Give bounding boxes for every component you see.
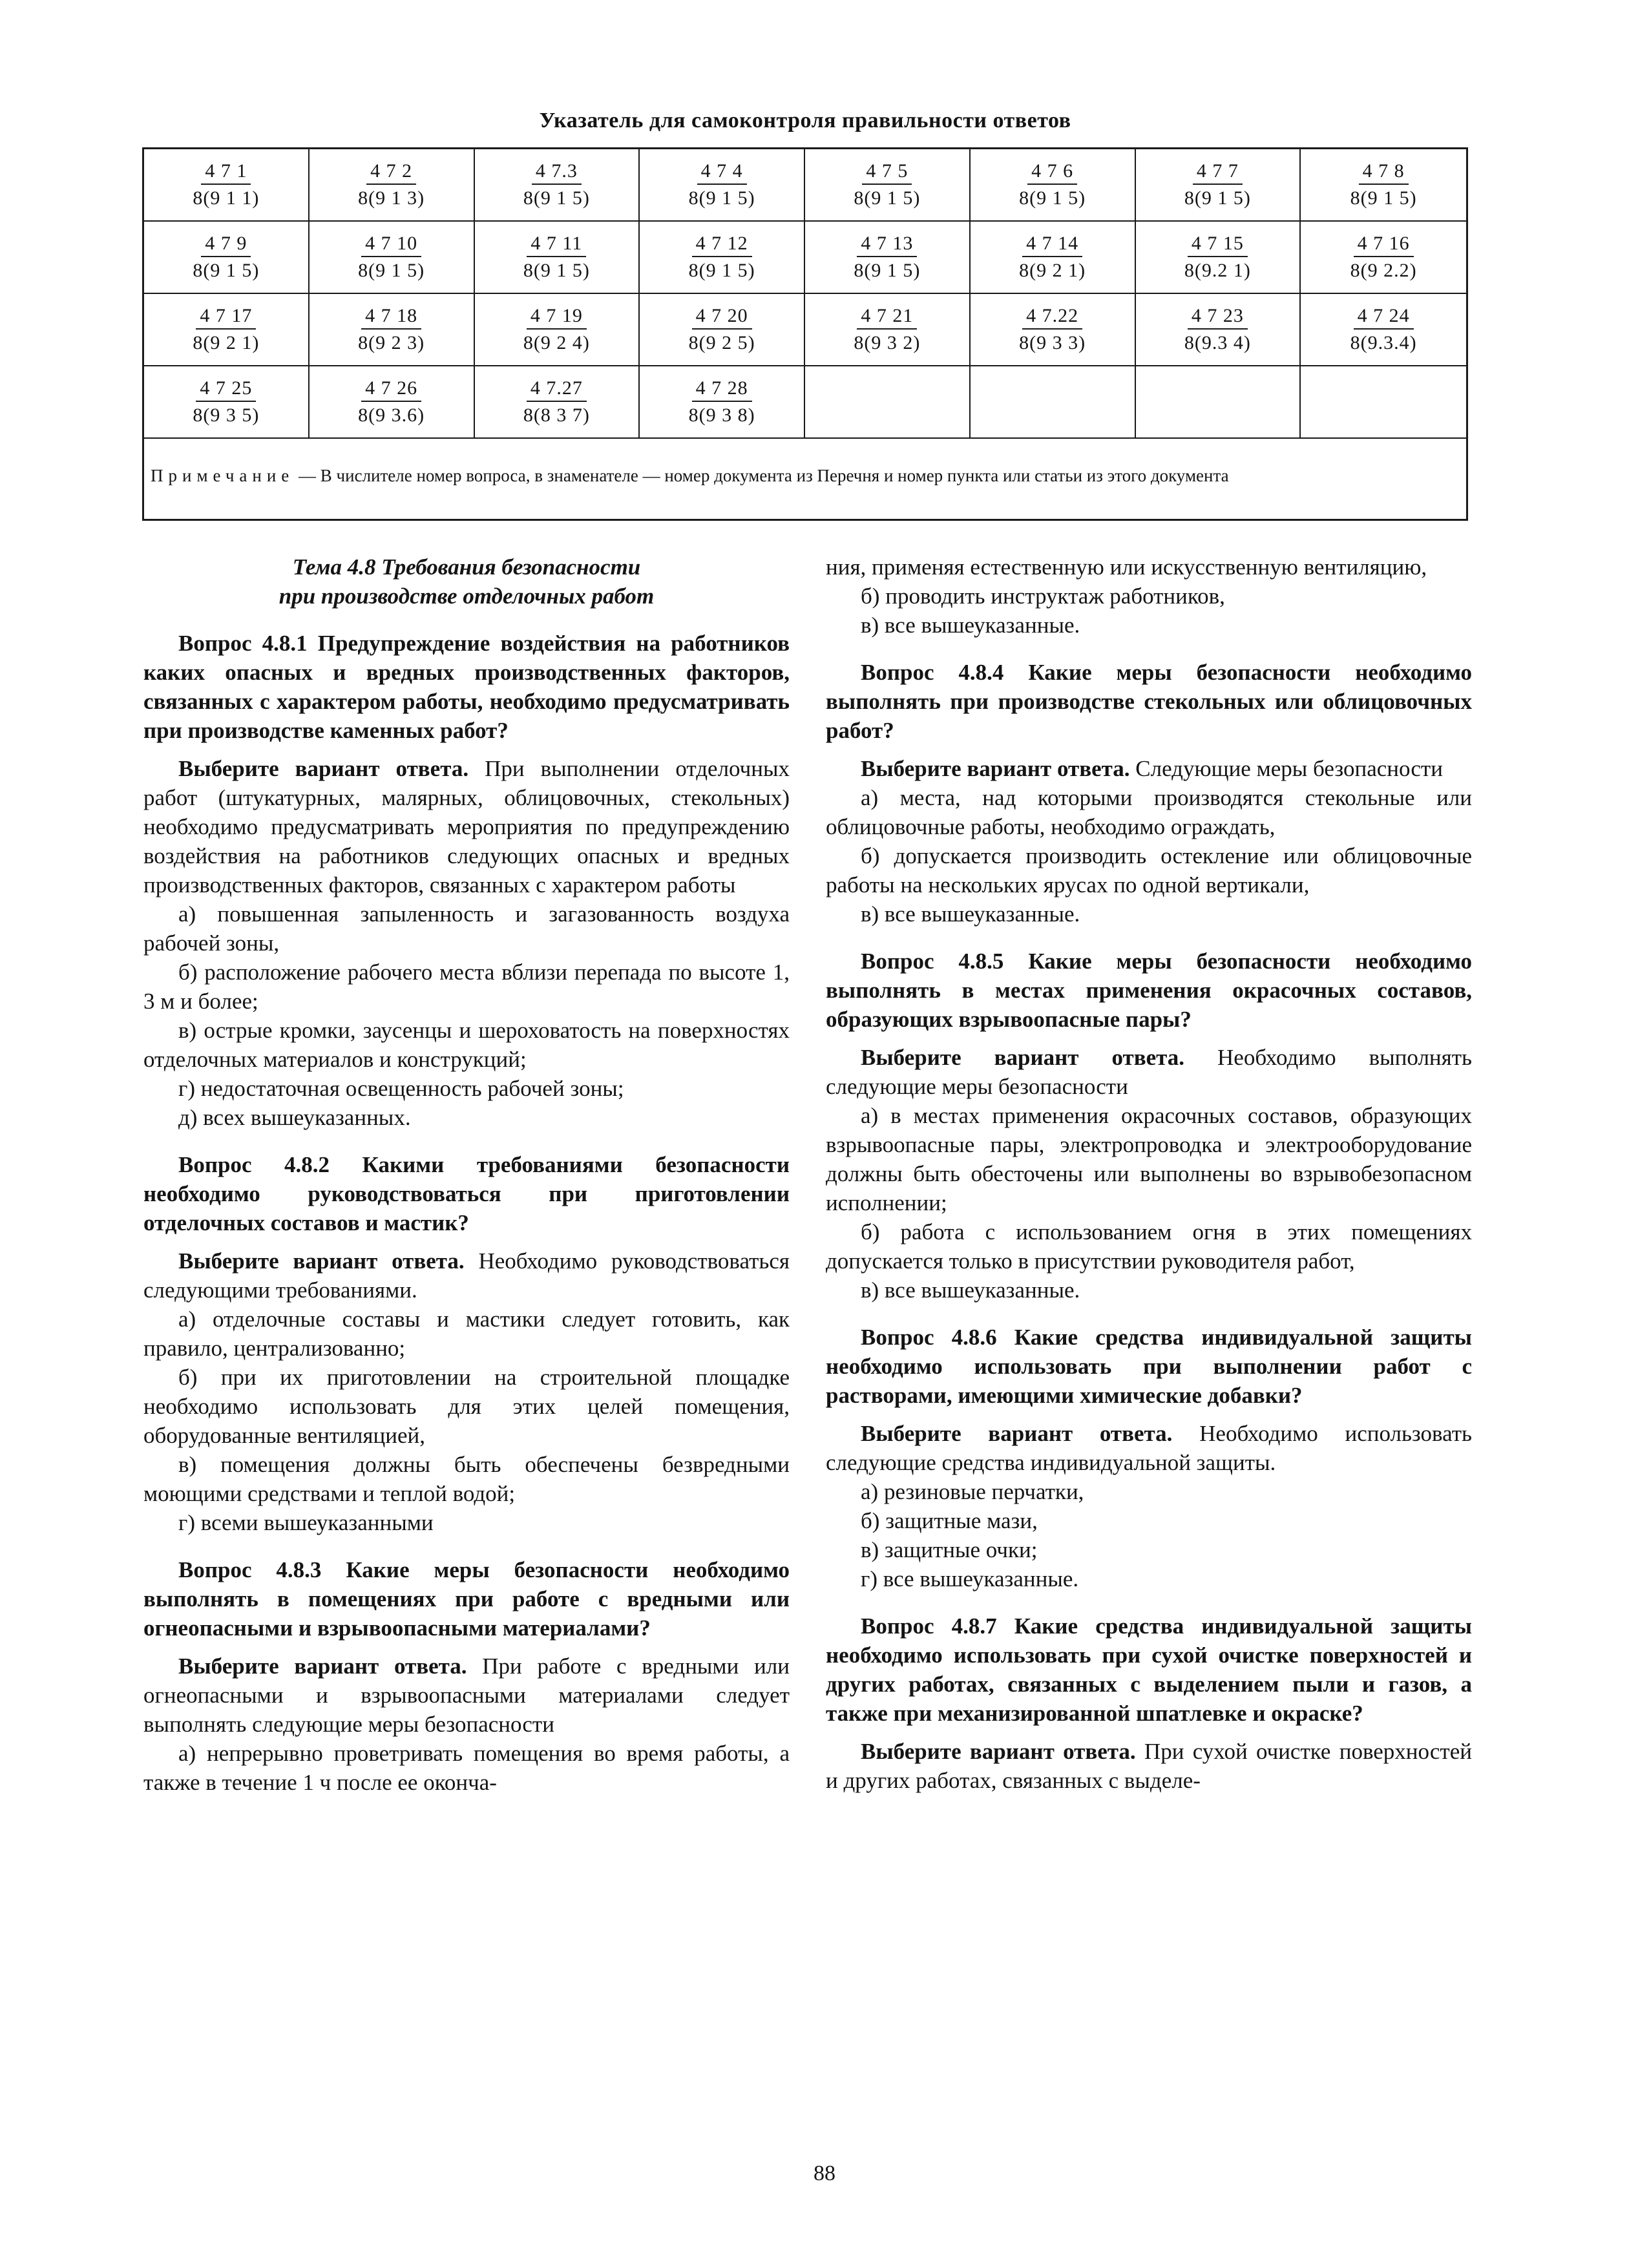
answer-4-8-4-intro <box>826 754 1472 783</box>
table-title: Указатель для самоконтроля правильности ответов <box>539 109 1071 132</box>
question-number: 4 7 16 <box>1354 234 1414 257</box>
answer-lead: Выберите вариант ответа. <box>178 756 469 781</box>
left-column <box>143 552 790 1797</box>
document-reference: 8(9 1 5) <box>523 260 590 281</box>
document-reference: 8(9 2 1) <box>193 332 260 353</box>
answer-text: Следующие меры безопасности <box>1129 756 1443 781</box>
topic-title-line-1: Тема 4.8 Требования безопасности <box>292 554 641 580</box>
answer-key-cell <box>805 149 971 222</box>
question-number: 4 7.22 <box>1022 306 1082 330</box>
answer-key-cell <box>640 366 805 439</box>
question-number: 4 7 25 <box>196 379 256 402</box>
answer-text: При выполнении отделочных работ (штукатурных, малярных, облицовочных, стекольных) необходимо предусматривать мероприятия по предупреждению воздействия на работников следующих опасных и вредных производственных факторов, связанных с характером работы <box>143 756 790 898</box>
answer-option: б) расположение рабочего места вблизи перепада по высоте 1, 3 м и более; <box>143 960 790 1014</box>
question-number: 4 7 23 <box>1188 306 1248 330</box>
answer-key-cell <box>1301 366 1466 439</box>
document-reference: 8(9 2.2) <box>1350 260 1417 281</box>
question-number: 4 7 12 <box>692 234 752 257</box>
answer-lead: Выберите вариант ответа. <box>861 1421 1173 1446</box>
answer-key-cell <box>310 366 475 439</box>
question-number: 4 7 13 <box>857 234 917 257</box>
document-reference: 8(9.2 1) <box>1184 260 1251 281</box>
question-number: 4 7 24 <box>1354 306 1414 330</box>
answer-key-cell <box>475 222 640 294</box>
answer-key-cell <box>805 366 971 439</box>
document-reference: 8(9 2 4) <box>523 332 590 353</box>
document-reference: 8(9 3 2) <box>854 332 921 353</box>
answer-key-cell <box>144 222 310 294</box>
answer-option: в) все вышеуказанные. <box>861 613 1080 638</box>
document-reference: 8(9 3 3) <box>1019 332 1086 353</box>
answer-text: Необходимо выполнять следующие меры безопасности <box>826 1045 1472 1099</box>
answer-4-8-6-intro <box>826 1419 1472 1477</box>
question-4-8-6: Вопрос 4.8.6 Какие средства индивидуальной защиты необходимо использовать при выполнении работ с растворами, имеющими химические добавки? <box>826 1325 1472 1408</box>
question-number: 4 7 21 <box>857 306 917 330</box>
answer-option: г) недостаточная освещенность рабочей зоны; <box>178 1076 624 1101</box>
question-number: 4 7 5 <box>862 162 912 185</box>
answer-option: а) в местах применения окрасочных составов, образующих взрывоопасные пары, электропроводка и электрооборудование должны быть обесточены или выполнены во взрывобезопасном исполнении; <box>826 1103 1472 1215</box>
document-reference: 8(9 1 5) <box>854 260 921 281</box>
table-note <box>144 439 1466 519</box>
answer-option: б) проводить инструктаж работников, <box>861 583 1225 609</box>
answer-key-cell <box>310 149 475 222</box>
answer-4-8-3-intro <box>143 1652 790 1739</box>
page-number: 88 <box>814 2161 835 2185</box>
answer-option: б) допускается производить остекление или облицовочные работы на нескольких ярусах по одной вертикали, <box>826 843 1472 898</box>
answer-text: Необходимо использовать следующие средства индивидуальной защиты. <box>826 1421 1472 1475</box>
question-number: 4 7.3 <box>532 162 582 185</box>
document-reference: 8(9 1 5) <box>854 187 921 209</box>
answer-key-cell <box>971 294 1136 366</box>
answer-option: б) работа с использованием огня в этих помещениях допускается только в присутствии руководителя работ, <box>826 1219 1472 1274</box>
question-number: 4 7 18 <box>361 306 421 330</box>
question-number: 4 7 15 <box>1188 234 1248 257</box>
document-reference: 8(9.3.4) <box>1350 332 1417 353</box>
answer-text: При сухой очистке поверхностей и других работах, связанных с выделе- <box>826 1739 1472 1793</box>
answer-option: в) острые кромки, заусенцы и шероховатость на поверхностях отделочных материалов и конструкций; <box>143 1018 790 1072</box>
answer-key-cell <box>1301 222 1466 294</box>
answer-key-cell <box>475 366 640 439</box>
document-reference: 8(9 2 5) <box>688 332 755 353</box>
document-reference: 8(8 3 7) <box>523 404 590 426</box>
note-text: — В числителе номер вопроса, в знаменателе — номер документа из Перечня и номер пункта или статьи из этого документа <box>294 466 1229 485</box>
document-reference: 8(9 3.6) <box>358 404 425 426</box>
answer-key-grid <box>144 149 1466 439</box>
answer-option: в) все вышеуказанные. <box>861 1277 1080 1303</box>
document-reference: 8(9 1 5) <box>193 260 260 281</box>
answer-option: в) помещения должны быть обеспечены безвредными моющими средствами и теплой водой; <box>143 1452 790 1506</box>
question-number: 4 7 14 <box>1022 234 1082 257</box>
question-4-8-3: Вопрос 4.8.3 Какие меры безопасности необходимо выполнять в помещениях при работе с вредными или огнеопасными и взрывоопасными материалами? <box>143 1557 790 1641</box>
document-reference: 8(9 1 5) <box>523 187 590 209</box>
answer-key-cell <box>640 294 805 366</box>
answer-continuation: ния, применяя естественную или искусственную вентиляцию, <box>826 554 1427 580</box>
question-4-8-1: Вопрос 4.8.1 Предупреждение воздействия на работников каких опасных и вредных производственных факторов, связанных с характером работы, необходимо предусматривать при производстве каменных работ? <box>143 631 790 743</box>
answer-lead: Выберите вариант ответа. <box>178 1654 467 1679</box>
answer-key-cell <box>1301 149 1466 222</box>
answer-option: а) отделочные составы и мастики следует готовить, как правило, централизованно; <box>143 1307 790 1361</box>
right-column <box>826 552 1472 1795</box>
answer-option: г) все вышеуказанные. <box>861 1566 1079 1591</box>
question-number: 4 7 6 <box>1027 162 1077 185</box>
document-reference: 8(9 1 5) <box>688 260 755 281</box>
answer-4-8-2-intro <box>143 1246 790 1305</box>
answer-option: в) все вышеуказанные. <box>861 901 1080 927</box>
question-number: 4 7 26 <box>361 379 421 402</box>
document-reference: 8(9 3 8) <box>688 404 755 426</box>
document-reference: 8(9 3 5) <box>193 404 260 426</box>
answer-option: а) непрерывно проветривать помещения во время работы, а также в течение 1 ч после ее оконча- <box>143 1741 790 1795</box>
answer-key-cell <box>144 294 310 366</box>
answer-key-cell <box>971 222 1136 294</box>
answer-key-cell <box>805 294 971 366</box>
answer-option: а) повышенная запыленность и загазованность воздуха рабочей зоны, <box>143 901 790 956</box>
answer-option: б) защитные мази, <box>861 1508 1038 1533</box>
answer-key-cell <box>144 366 310 439</box>
answer-key-cell <box>475 149 640 222</box>
document-reference: 8(9 1 5) <box>1019 187 1086 209</box>
answer-key-cell <box>971 366 1136 439</box>
document-reference: 8(9 1 5) <box>358 260 425 281</box>
question-number: 4 7.27 <box>527 379 587 402</box>
question-4-8-2: Вопрос 4.8.2 Какими требованиями безопасности необходимо руководствоваться при приготовлении отделочных составов и мастик? <box>143 1152 790 1235</box>
question-number: 4 7 2 <box>366 162 416 185</box>
answer-key-cell <box>1136 222 1301 294</box>
answer-4-8-1-intro <box>143 754 790 899</box>
answer-key-cell <box>1136 294 1301 366</box>
question-number: 4 7 10 <box>361 234 421 257</box>
question-number: 4 7 20 <box>692 306 752 330</box>
answer-4-8-7-intro <box>826 1737 1472 1795</box>
answer-4-8-5-intro <box>826 1043 1472 1101</box>
topic-title-line-2: при производстве отделочных работ <box>278 583 655 609</box>
answer-lead: Выберите вариант ответа. <box>861 1739 1136 1764</box>
question-number: 4 7 7 <box>1193 162 1243 185</box>
answer-key-cell <box>805 222 971 294</box>
answer-key-cell <box>640 149 805 222</box>
answer-key-cell <box>144 149 310 222</box>
answer-key-cell <box>1136 149 1301 222</box>
answer-option: б) при их приготовлении на строительной площадке необходимо использовать для этих целей помещения, оборудованные вентиляцией, <box>143 1365 790 1448</box>
question-number: 4 7 11 <box>527 234 586 257</box>
answer-key-cell <box>310 294 475 366</box>
answer-option: г) всеми вышеуказанными <box>178 1510 434 1535</box>
answer-key-cell <box>640 222 805 294</box>
answer-key-cell <box>971 149 1136 222</box>
question-number: 4 7 8 <box>1359 162 1409 185</box>
question-number: 4 7 28 <box>692 379 752 402</box>
answer-option: д) всех вышеуказанных. <box>178 1105 411 1130</box>
question-4-8-5: Вопрос 4.8.5 Какие меры безопасности необходимо выполнять в местах применения окрасочных составов, образующих взрывоопасные пары? <box>826 949 1472 1032</box>
answer-lead: Выберите вариант ответа. <box>178 1248 465 1274</box>
document-reference: 8(9 2 3) <box>358 332 425 353</box>
answer-lead: Выберите вариант ответа. <box>861 1045 1185 1070</box>
answer-option: в) защитные очки; <box>861 1537 1038 1562</box>
document-reference: 8(9 1 5) <box>688 187 755 209</box>
answer-key-cell <box>1301 294 1466 366</box>
question-4-8-4: Вопрос 4.8.4 Какие меры безопасности необходимо выполнять при производстве стекольных или облицовочных работ? <box>826 660 1472 743</box>
question-number: 4 7 9 <box>201 234 251 257</box>
document-reference: 8(9 1 5) <box>1184 187 1251 209</box>
answer-key-cell <box>475 294 640 366</box>
answer-key-cell <box>310 222 475 294</box>
document-reference: 8(9 1 1) <box>193 187 260 209</box>
answer-key-cell <box>1136 366 1301 439</box>
question-number: 4 7 19 <box>527 306 587 330</box>
question-number: 4 7 1 <box>201 162 251 185</box>
question-4-8-7: Вопрос 4.8.7 Какие средства индивидуальной защиты необходимо использовать при сухой очистке поверхностей и других работах, связанных с выделением пыли и газов, а также при механизированной шпатлевке и окраске? <box>826 1613 1472 1726</box>
answer-option: а) места, над которыми производятся стекольные или облицовочные работы, необходимо ограждать, <box>826 785 1472 839</box>
question-number: 4 7 17 <box>196 306 256 330</box>
question-number: 4 7 4 <box>697 162 747 185</box>
answer-option: а) резиновые перчатки, <box>861 1479 1084 1504</box>
answer-text: Необходимо руководствоваться следующими требованиями. <box>143 1248 790 1303</box>
document-reference: 8(9 1 3) <box>358 187 425 209</box>
document-reference: 8(9.3 4) <box>1184 332 1251 353</box>
answer-text: При работе с вредными или огнеопасными и взрывоопасными материалами следует выполнять следующие меры безопасности <box>143 1654 790 1737</box>
document-reference: 8(9 1 5) <box>1350 187 1417 209</box>
answer-key-table <box>142 147 1468 521</box>
document-reference: 8(9 2 1) <box>1019 260 1086 281</box>
answer-lead: Выберите вариант ответа. <box>861 756 1130 781</box>
note-label: Примечание <box>151 466 295 485</box>
